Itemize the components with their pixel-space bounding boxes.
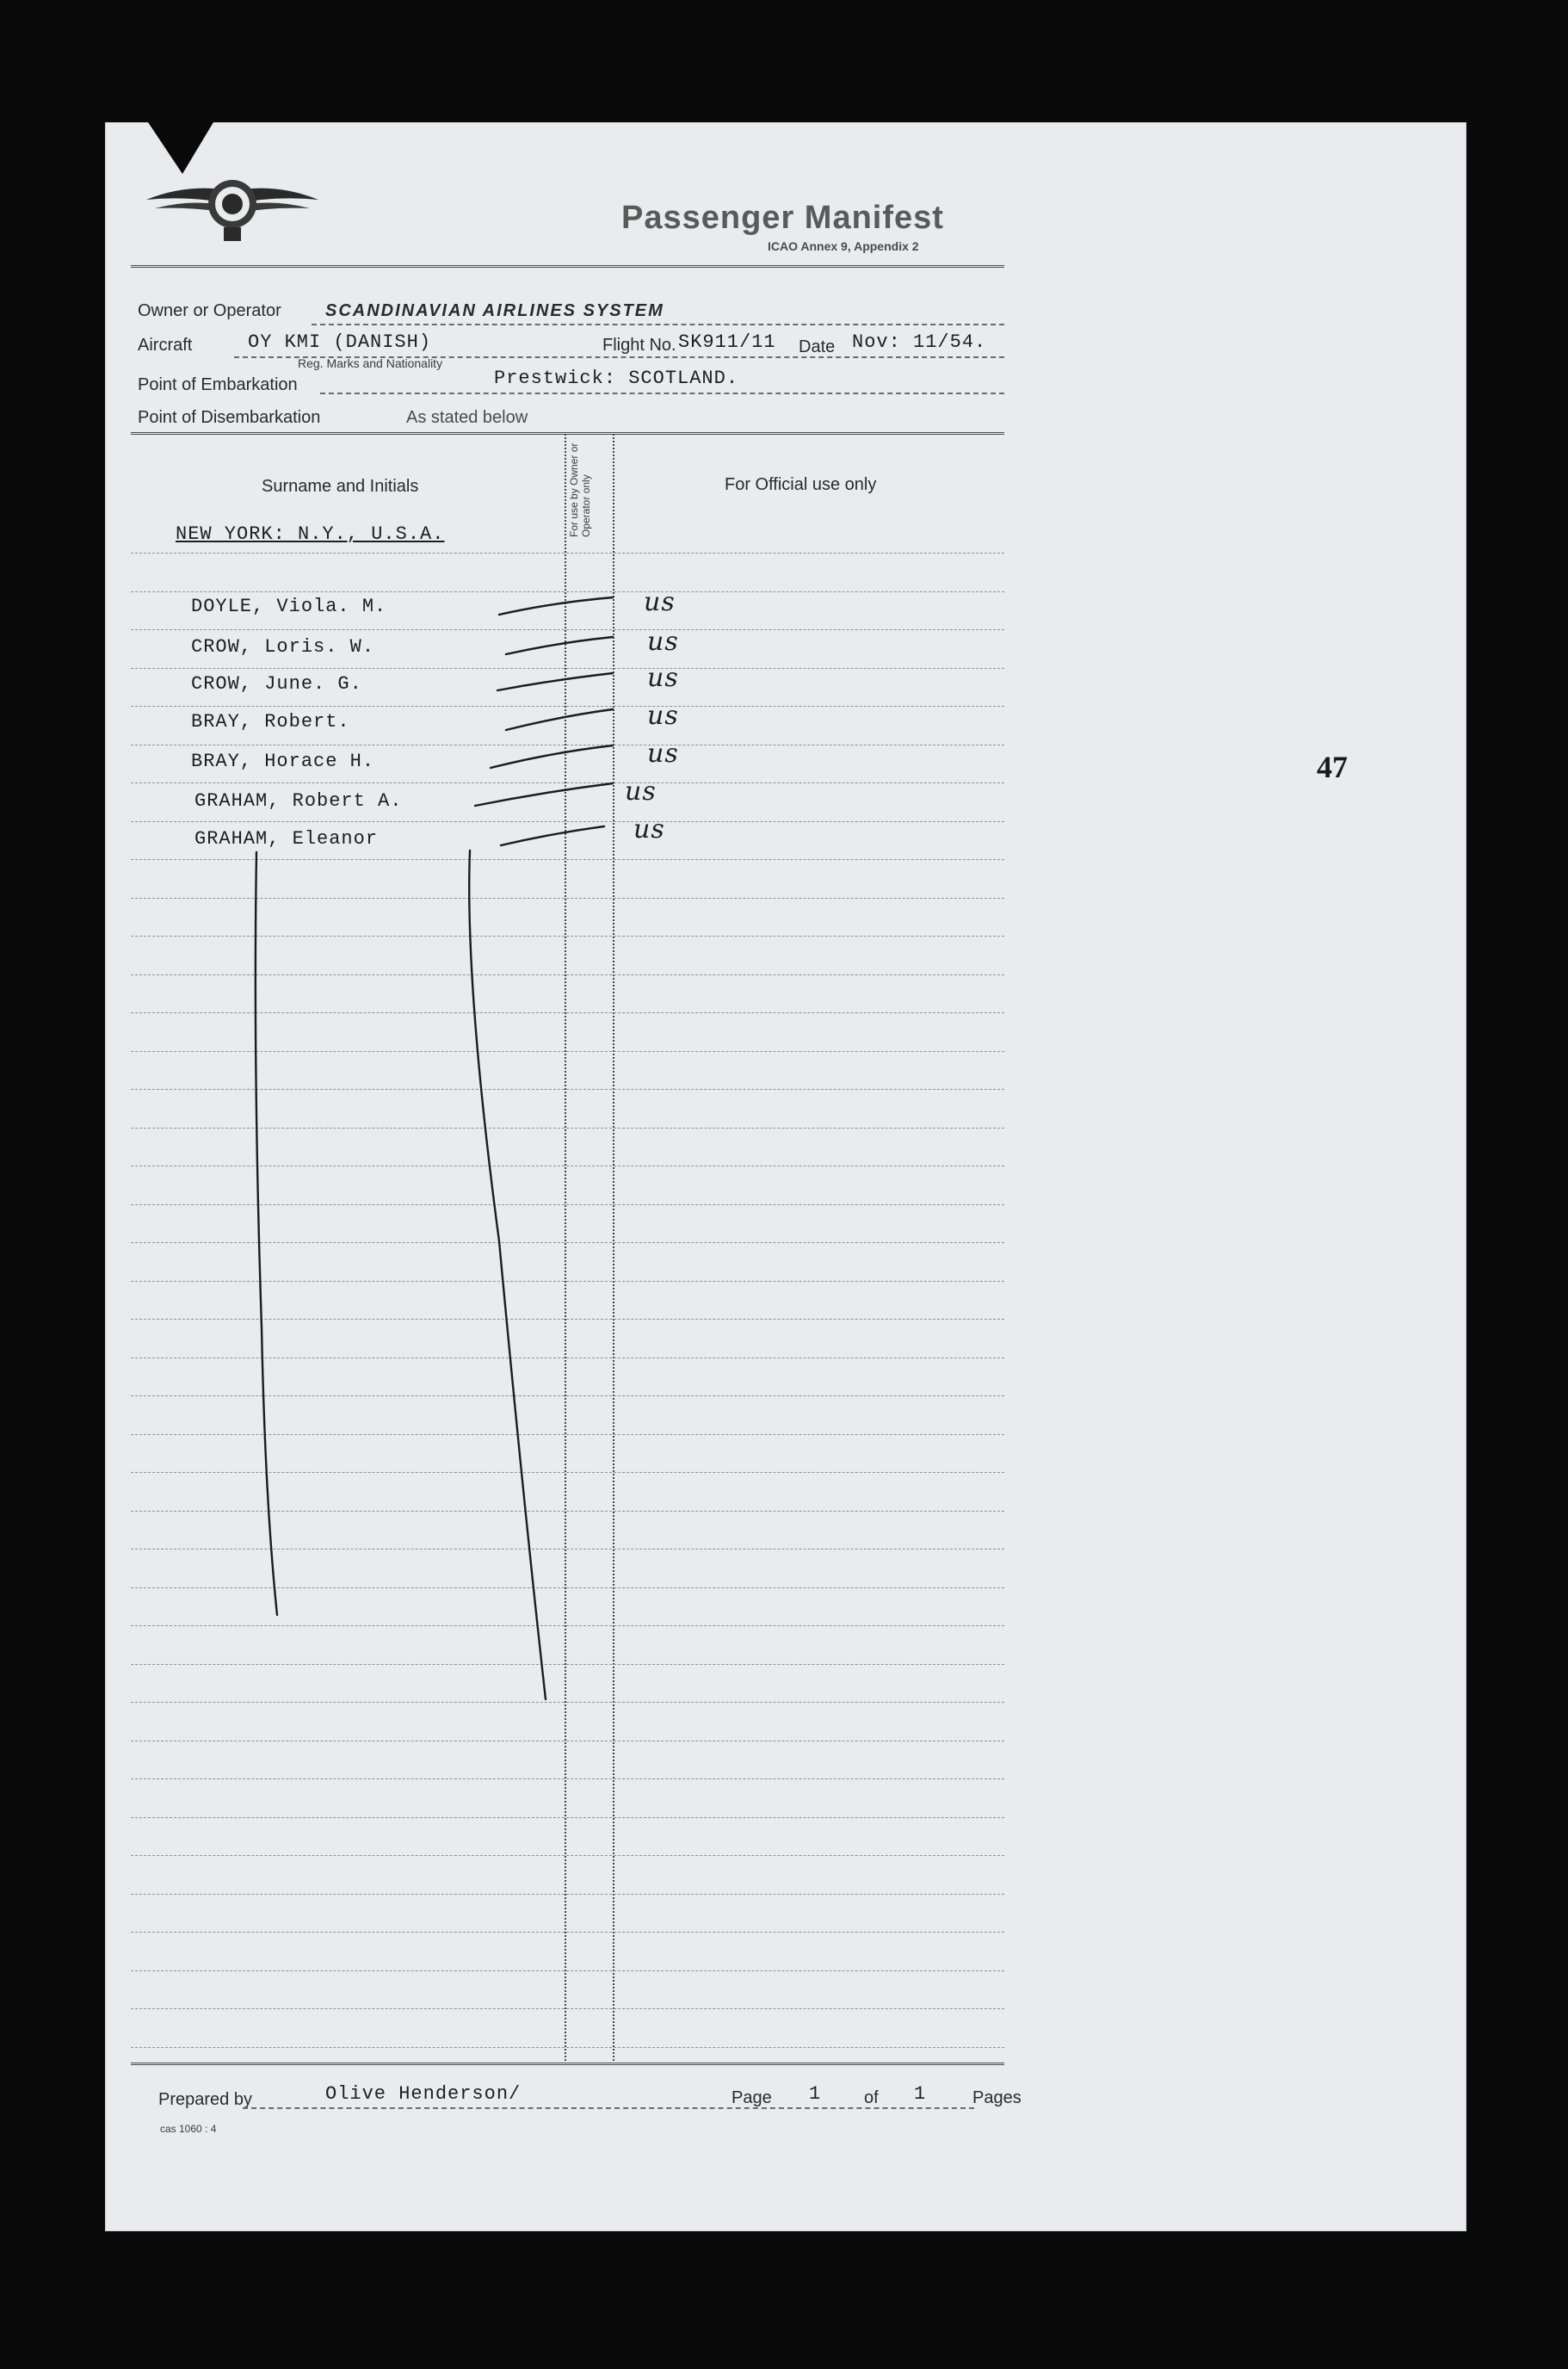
ruled-line <box>131 782 1004 783</box>
passenger-name: CROW, June. G. <box>191 673 362 695</box>
owner-label: Owner or Operator <box>138 301 281 320</box>
ruled-line <box>131 1778 1004 1779</box>
page-label: Page <box>732 2088 772 2107</box>
passenger-name: GRAHAM, Eleanor <box>194 828 379 850</box>
ruled-line <box>131 1319 1004 1320</box>
passenger-name: GRAHAM, Robert A. <box>194 790 403 812</box>
ruled-line <box>131 936 1004 937</box>
reg-note: Reg. Marks and Nationality <box>298 356 443 370</box>
ruled-line <box>131 1894 1004 1895</box>
ruled-line <box>131 1051 1004 1052</box>
disembark-value: As stated below <box>406 408 528 427</box>
ruled-line <box>131 1855 1004 1856</box>
ruled-line <box>131 1970 1004 1971</box>
col-surname-header: Surname and Initials <box>262 477 419 496</box>
footer-rule <box>131 2063 1004 2065</box>
of-value: 1 <box>914 2083 927 2105</box>
flight-value: SK911/11 <box>678 331 776 353</box>
passenger-name: CROW, Loris. W. <box>191 636 375 658</box>
ruled-line <box>131 1204 1004 1205</box>
ruled-line <box>131 706 1004 707</box>
destination: NEW YORK: N.Y., U.S.A. <box>176 523 445 545</box>
prepared-label: Prepared by <box>158 2090 252 2109</box>
aircraft-value: OY KMI (DANISH) <box>248 331 432 353</box>
flight-label: Flight No. <box>602 336 676 355</box>
owner-rule <box>312 324 1004 325</box>
ruled-line <box>131 898 1004 899</box>
date-label: Date <box>799 337 836 356</box>
ruled-line <box>131 1625 1004 1626</box>
embark-label: Point of Embarkation <box>138 375 298 394</box>
header-rule <box>131 265 1004 268</box>
official-mark: us <box>647 627 679 657</box>
official-mark: us <box>647 739 679 769</box>
ruled-line <box>131 1089 1004 1090</box>
ruled-line <box>131 1817 1004 1818</box>
footer-underline <box>243 2107 974 2109</box>
ruled-line <box>131 2047 1004 2048</box>
ruled-line <box>131 591 1004 592</box>
official-mark: us <box>647 663 679 693</box>
ruled-line <box>131 1242 1004 1243</box>
col-official-header: For Official use only <box>725 475 877 494</box>
embark-rule <box>320 393 1004 394</box>
pages-label: Pages <box>972 2088 1022 2107</box>
official-mark: us <box>647 701 679 731</box>
date-value: Nov: 11/54. <box>852 331 987 353</box>
ruled-line <box>131 629 1004 630</box>
owner-value: SCANDINAVIAN AIRLINES SYSTEM <box>325 301 664 320</box>
ruled-line <box>131 1511 1004 1512</box>
prepared-value: Olive Henderson/ <box>325 2083 522 2105</box>
form-title: Passenger Manifest <box>621 200 944 236</box>
ruled-line <box>131 1472 1004 1473</box>
handwritten-marks <box>105 122 1466 2231</box>
ruled-line <box>131 1932 1004 1933</box>
official-mark: us <box>644 587 676 617</box>
embark-value: Prestwick: SCOTLAND. <box>494 368 739 389</box>
ruled-line <box>131 1587 1004 1588</box>
airline-logo-icon <box>138 157 327 251</box>
aircraft-label: Aircraft <box>138 336 193 355</box>
passenger-name: BRAY, Robert. <box>191 711 350 733</box>
ruled-line <box>131 1702 1004 1703</box>
ruled-line <box>131 974 1004 975</box>
passenger-name: BRAY, Horace H. <box>191 751 375 772</box>
ruled-line <box>131 1012 1004 1013</box>
margin-number: 47 <box>1317 750 1348 784</box>
ruled-line <box>131 668 1004 669</box>
ruled-line <box>131 1281 1004 1282</box>
form-subtitle: ICAO Annex 9, Appendix 2 <box>768 239 919 253</box>
col-owner-use-header: For use by Owner or Operator only <box>568 442 592 537</box>
ruled-line <box>131 2008 1004 2009</box>
page-value: 1 <box>809 2083 822 2105</box>
of-label: of <box>864 2088 879 2107</box>
ruled-line <box>131 1128 1004 1129</box>
ruled-line <box>131 1664 1004 1665</box>
passenger-name: DOYLE, Viola. M. <box>191 596 387 617</box>
ruled-line <box>131 821 1004 822</box>
aircraft-rule <box>234 356 1004 358</box>
ruled-line <box>131 1395 1004 1396</box>
disembark-label: Point of Disembarkation <box>138 408 321 427</box>
ruled-line <box>131 1434 1004 1435</box>
official-mark: us <box>633 814 665 844</box>
ruled-line <box>131 859 1004 860</box>
official-mark: us <box>625 776 657 807</box>
manifest-form <box>105 122 1466 2231</box>
ruled-line <box>131 553 1004 554</box>
form-code: cas 1060 : 4 <box>160 2123 217 2135</box>
